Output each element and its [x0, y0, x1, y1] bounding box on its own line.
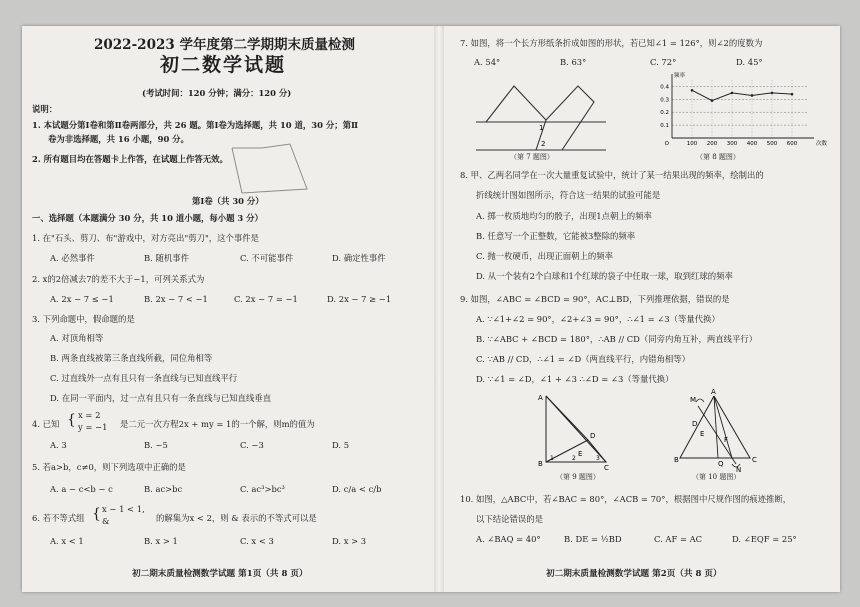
chart-data-point	[771, 92, 774, 95]
q7-option-c: C. 72°	[650, 57, 677, 67]
fig10-label-d: D	[692, 420, 698, 428]
q4-option-a: A. 3	[50, 440, 67, 450]
chart-data-point	[711, 99, 714, 102]
question-10-line-1: 10. 如图，△ABC中，若∠BAC = 80°，∠ACB = 70°，根据图中尺规作图的痕迹推断，	[460, 494, 792, 504]
q9-option-d: D. ∵∠1 = ∠D，∠1 + ∠3 ∴∠D = ∠3（等量代换）	[476, 374, 674, 384]
exam-info: (考试时间：120 分钟；满分：120 分)	[142, 88, 292, 98]
q6-option-b: B. x > 1	[144, 536, 178, 546]
fig10-label-a: A	[711, 388, 716, 396]
question-1: 1. 在"石头、剪刀、布"游戏中，对方亮出"剪刀"，这个事件是	[32, 233, 260, 243]
chart-series-line	[692, 90, 792, 100]
chart-data-point	[751, 94, 754, 97]
q2-option-d: D. 2x − 7 ≥ −1	[327, 294, 392, 304]
q3-option-b: B. 两条直线被第三条直线所截，同位角相等	[50, 353, 213, 363]
figure-10-caption: （第 10 题图）	[692, 473, 741, 481]
note-2: 2. 所有题目均在答题卡上作答，在试题上作答无效。	[32, 154, 228, 164]
q5-option-d: D. c/a < c/b	[332, 484, 382, 494]
q10-option-a: A. ∠BAQ = 40°	[476, 534, 541, 544]
figure-7-folded-strip	[476, 72, 616, 152]
q8-option-a: A. 掷一枚质地均匀的骰子，出现1点朝上的频率	[476, 211, 652, 221]
q4-system-line-1: x = 2	[78, 410, 101, 420]
q7-option-a: A. 54°	[474, 57, 501, 67]
fig10-label-e: E	[700, 430, 705, 438]
volume-1-title: 第Ⅰ卷（共 30 分）	[192, 196, 264, 206]
chart-x-tick-label: 500	[766, 141, 778, 147]
q1-option-a: A. 必然事件	[50, 253, 95, 263]
figure-8-caption: （第 8 题图）	[696, 153, 740, 161]
q4-option-b: B. −5	[144, 440, 168, 450]
q1-option-d: D. 确定性事件	[332, 253, 386, 263]
q9-option-a: A. ∵∠1+∠2 = 90°，∠2+∠3 = 90°，∴∠1 = ∠3（等量代换）	[476, 314, 720, 324]
figure-9-caption: （第 9 题图）	[556, 473, 600, 481]
question-7: 7. 如图，将一个长方形纸条折成如图的形状，若已知∠1 = 126°，则∠2的度数为	[460, 38, 763, 48]
figure-10-diagram	[674, 388, 764, 474]
q6-system-line-1: x − 1 < 1,	[102, 504, 145, 514]
fig9-angle-3: 3	[596, 455, 600, 462]
chart-data-point	[691, 89, 694, 92]
q3-option-d: D. 在同一平面内，过一点有且只有一条直线与已知直线垂直	[50, 393, 272, 403]
q7-option-d: D. 45°	[736, 57, 763, 67]
q7-option-b: B. 63°	[560, 57, 587, 67]
q4-option-c: C. −3	[240, 440, 264, 450]
right-page	[446, 26, 840, 592]
exam-subtitle: 初二数学试题	[160, 54, 287, 76]
fig10-label-q: Q	[718, 460, 724, 468]
fig10-label-c: C	[752, 456, 757, 464]
q10-option-b: B. DE = ½BD	[564, 534, 622, 544]
chart-y-tick-label: 0.2	[660, 110, 669, 117]
note-1-line-1: 1. 本试题分第Ⅰ卷和第Ⅱ卷两部分，共 26 题。第Ⅰ卷为选择题，共 10 道，30 分；第Ⅱ	[32, 120, 359, 130]
question-6-prefix: 6. 若不等式组	[32, 513, 85, 523]
fig9-label-a: A	[538, 394, 543, 402]
q10-option-d: D. ∠EQF = 25°	[732, 534, 797, 544]
notes-label: 说明：	[32, 104, 58, 114]
q3-option-c: C. 过直线外一点有且只有一条直线与已知直线平行	[50, 373, 238, 383]
fig7-angle-2: 2	[541, 140, 546, 148]
q8-option-b: B. 任意写一个正整数，它能被3整除的频率	[476, 231, 636, 241]
fig9-angle-2: 2	[572, 455, 576, 462]
page-1-footer: 初二期末质量检测数学试题 第1页（共 8 页）	[132, 569, 308, 579]
q6-system-line-2: &	[102, 516, 110, 526]
exam-title: 2022-2023 学年度第二学期期末质量检测	[94, 37, 355, 53]
q8-option-d: D. 从一个装有2个白球和1个红球的袋子中任取一球，取到红球的频率	[476, 271, 733, 281]
q6-option-c: C. x < 3	[240, 536, 274, 546]
q4-system-line-2: y = −1	[78, 422, 108, 432]
left-page	[22, 26, 432, 592]
question-6-suffix: 的解集为x < 2，则 & 表示的不等式可以是	[156, 513, 317, 523]
book-gutter	[434, 26, 444, 592]
chart-data-point	[731, 92, 734, 95]
chart-x-tick-label: 300	[726, 141, 738, 147]
q5-option-b: B. ac>bc	[144, 484, 183, 494]
chart-origin-label: O	[664, 141, 669, 147]
fig9-angle-1: 1	[550, 455, 554, 462]
q5-option-c: C. ac³>bc³	[240, 484, 285, 494]
question-2: 2. x的2倍减去7的差不大于−1，可列关系式为	[32, 274, 205, 284]
chart-x-axis-label: 次数	[816, 141, 828, 147]
q9-option-c: C. ∵AB // CD，∴∠1 = ∠D（两直线平行，内错角相等）	[476, 354, 691, 364]
q8-option-c: C. 抛一枚硬币，出现正面朝上的频率	[476, 251, 614, 261]
page-2-footer: 初二期末质量检测数学试题 第2页（共 8 页）	[546, 569, 722, 579]
figure-9-diagram	[538, 394, 628, 472]
figure-7-caption: （第 7 题图）	[510, 153, 554, 161]
question-4-suffix: 是二元一次方程2x + my = 1的一个解，则m的值为	[120, 419, 315, 429]
question-3: 3. 下列命题中，假命题的是	[32, 314, 135, 324]
q4-brace: {	[67, 412, 76, 428]
chart-data-point	[791, 93, 794, 96]
question-5: 5. 若a>b，c≠0，则下列选项中正确的是	[32, 462, 186, 472]
fig9-label-e: E	[578, 450, 583, 458]
fig9-label-c: C	[604, 464, 609, 472]
chart-y-tick-label: 0.1	[660, 123, 669, 130]
q6-option-d: D. x > 3	[332, 536, 367, 546]
chart-y-axis-label: 频率	[674, 73, 686, 79]
chart-x-tick-label: 100	[686, 141, 698, 147]
fig7-angle-1: 1	[539, 124, 544, 132]
q2-option-c: C. 2x − 7 = −1	[234, 294, 298, 304]
question-9: 9. 如图，∠ABC = ∠BCD = 90°，AC⊥BD，下列推理依据，错误的是	[460, 294, 730, 304]
question-4-prefix: 4. 已知	[32, 419, 60, 429]
section-1-heading: 一、选择题（本题满分 30 分，共 10 道小题，每小题 3 分）	[32, 213, 263, 223]
fig10-label-f: F	[724, 436, 729, 444]
chart-x-tick-label: 200	[706, 141, 718, 147]
q2-option-a: A. 2x − 7 ≤ −1	[50, 294, 114, 304]
chart-y-tick-label: 0.4	[660, 84, 669, 91]
fig9-label-d: D	[590, 432, 596, 440]
q6-brace: {	[92, 506, 101, 522]
q3-option-a: A. 对顶角相等	[50, 333, 104, 343]
q4-option-d: D. 5	[332, 440, 350, 450]
chart-y-tick-label: 0.3	[660, 97, 669, 104]
fig10-label-n: N	[736, 466, 742, 474]
q1-option-c: C. 不可能事件	[240, 253, 294, 263]
fig10-label-b: B	[674, 456, 679, 464]
figure-8-frequency-chart	[650, 70, 830, 154]
exam-sheet	[22, 26, 840, 592]
q2-option-b: B. 2x − 7 < −1	[144, 294, 208, 304]
q6-option-a: A. x < 1	[50, 536, 84, 546]
q1-option-b: B. 随机事件	[144, 253, 189, 263]
question-10-line-2: 以下结论错误的是	[476, 514, 543, 524]
question-8-line-1: 8. 甲、乙两名同学在一次大量重复试验中，统计了某一结果出现的频率，绘制出的	[460, 170, 764, 180]
note-1-line-2: 卷为非选择题，共 16 小题，90 分。	[48, 134, 189, 144]
question-8-line-2: 折线统计图如图所示，符合这一结果的试验可能是	[476, 190, 661, 200]
chart-x-tick-label: 400	[746, 141, 758, 147]
q5-option-a: A. a − c<b − c	[50, 484, 113, 494]
fig10-label-m: M	[690, 396, 697, 404]
chart-x-tick-label: 600	[786, 141, 798, 147]
fig9-label-b: B	[538, 460, 543, 468]
q9-option-b: B. ∵∠ABC + ∠BCD = 180°，∴AB // CD（同旁内角互补，两直线平行）	[476, 334, 758, 344]
q10-option-c: C. AF = AC	[654, 534, 703, 544]
